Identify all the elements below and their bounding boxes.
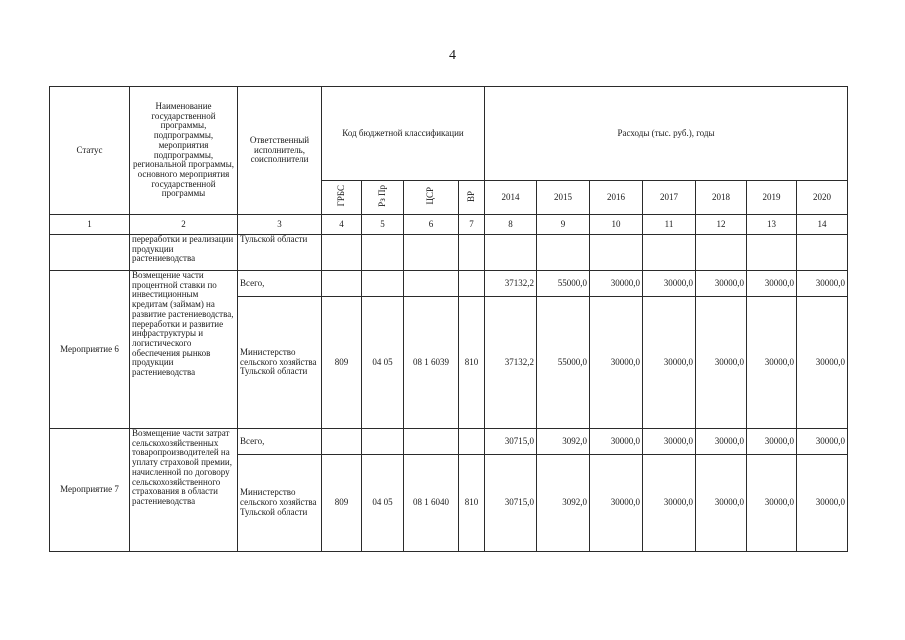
column-number: 11	[643, 215, 696, 235]
header-name: Наименование государственной программы, подпрограммы, мероприятия подпрограммы, региональной программы, основного мероприятия государственной программы	[130, 87, 238, 215]
executor-name: Министерство сельского хозяйства Тульской области	[238, 455, 322, 552]
header-year: 2016	[590, 181, 643, 215]
column-number: 7	[459, 215, 485, 235]
header-year: 2015	[537, 181, 590, 215]
rzpr-value: 04 05	[362, 455, 404, 552]
expense-value: 30000,0	[643, 455, 696, 552]
expense-value: 30000,0	[590, 429, 643, 455]
header-year: 2017	[643, 181, 696, 215]
column-number-row	[50, 215, 848, 235]
expense-value: 30000,0	[696, 297, 747, 429]
expense-value: 30000,0	[797, 455, 848, 552]
expense-value: 30000,0	[590, 455, 643, 552]
column-number: 10	[590, 215, 643, 235]
expense-value: 30000,0	[747, 297, 797, 429]
expense-value: 30000,0	[643, 429, 696, 455]
expense-value: 30000,0	[797, 297, 848, 429]
header-responsible: Ответственный исполнитель, соисполнители	[238, 87, 322, 215]
column-number: 2	[130, 215, 238, 235]
executor-name: Министерство сельского хозяйства Тульской области	[238, 297, 322, 429]
header-year: 2020	[797, 181, 848, 215]
header-grbs-cell	[322, 181, 362, 215]
expense-value: 30000,0	[747, 455, 797, 552]
header-status: Статус	[50, 87, 130, 215]
column-number: 4	[322, 215, 362, 235]
header-year: 2018	[696, 181, 747, 215]
expense-value: 55000,0	[537, 271, 590, 297]
header-vr-cell	[459, 181, 485, 215]
measure-status: Мероприятие 6	[50, 271, 130, 429]
page-number: 4	[449, 48, 456, 63]
header-year: 2019	[747, 181, 797, 215]
total-label: Всего,	[238, 271, 322, 297]
expense-value: 30000,0	[747, 271, 797, 297]
grbs-value: 809	[322, 455, 362, 552]
column-number: 6	[404, 215, 459, 235]
expense-value: 37132,2	[485, 271, 537, 297]
expense-value: 30000,0	[696, 455, 747, 552]
expense-value: 3092,0	[537, 455, 590, 552]
expense-value: 30000,0	[696, 429, 747, 455]
expense-value: 30000,0	[747, 429, 797, 455]
measure-name: Возмещение части процентной ставки по инвестиционным кредитам (займам) на развитие растениеводства, переработки и развитие инфраструктуры и логистического обеспечения рынков продукции растениеводства	[130, 271, 238, 429]
csr-value: 08 1 6040	[404, 455, 459, 552]
measure-6-total-row	[50, 271, 848, 297]
expense-value: 30000,0	[797, 429, 848, 455]
header-rzpr: Рз Пр	[376, 185, 387, 208]
expense-value: 3092,0	[537, 429, 590, 455]
expense-value: 30000,0	[643, 271, 696, 297]
vr-value: 810	[459, 455, 485, 552]
measure-name: Возмещение части затрат сельскохозяйственных товаропроизводителей на уплату страховой премии, начисленной по договору сельскохозяйственного страхования в области растениеводства	[130, 429, 238, 552]
header-grbs: ГРБС	[335, 185, 346, 207]
expense-value: 30000,0	[590, 297, 643, 429]
column-number: 3	[238, 215, 322, 235]
column-number: 1	[50, 215, 130, 235]
expense-value: 30000,0	[696, 271, 747, 297]
budget-table	[49, 86, 848, 552]
header-row-1	[50, 87, 848, 181]
header-year: 2014	[485, 181, 537, 215]
expense-value: 30715,0	[485, 455, 537, 552]
column-number: 8	[485, 215, 537, 235]
column-number: 12	[696, 215, 747, 235]
measure-status: Мероприятие 7	[50, 429, 130, 552]
vr-value: 810	[459, 297, 485, 429]
header-csr-cell	[404, 181, 459, 215]
column-number: 9	[537, 215, 590, 235]
column-number: 13	[747, 215, 797, 235]
expense-value: 55000,0	[537, 297, 590, 429]
header-csr: ЦСР	[425, 187, 436, 205]
continuation-responsible: Тульской области	[238, 235, 322, 271]
continuation-row	[50, 235, 848, 271]
header-rzpr-cell	[362, 181, 404, 215]
continuation-name: переработки и реализации продукции растениеводства	[130, 235, 238, 271]
csr-value: 08 1 6039	[404, 297, 459, 429]
expense-value: 30000,0	[590, 271, 643, 297]
column-number: 14	[797, 215, 848, 235]
rzpr-value: 04 05	[362, 297, 404, 429]
header-vr: ВР	[465, 190, 476, 202]
expense-value: 37132,2	[485, 297, 537, 429]
header-expenses: Расходы (тыс. руб.), годы	[485, 87, 848, 181]
header-budget-code: Код бюджетной классификации	[322, 87, 485, 181]
measure-7-total-row	[50, 429, 848, 455]
expense-value: 30000,0	[797, 271, 848, 297]
grbs-value: 809	[322, 297, 362, 429]
total-label: Всего,	[238, 429, 322, 455]
column-number: 5	[362, 215, 404, 235]
expense-value: 30715,0	[485, 429, 537, 455]
expense-value: 30000,0	[643, 297, 696, 429]
